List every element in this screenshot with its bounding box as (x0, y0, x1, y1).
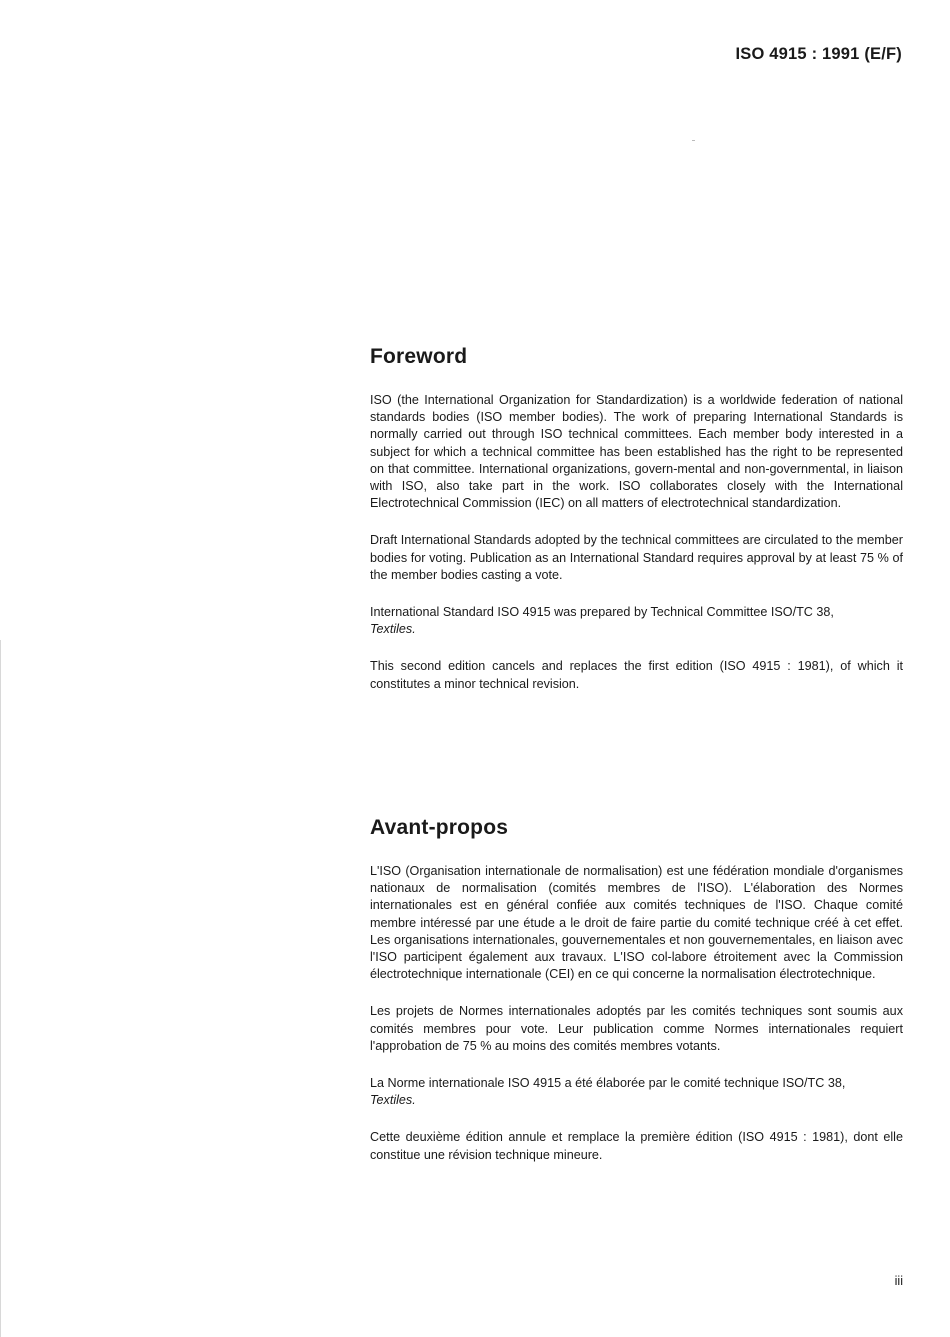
avant-propos-prepared-by (370, 1075, 903, 1109)
foreword-committee-name: Textiles. (370, 622, 416, 637)
avant-propos-prepared-by-text: La Norme internationale ISO 4915 a été élaborée par le comité technique ISO/TC 38, (370, 1076, 846, 1091)
avant-propos-section (370, 816, 903, 1184)
foreword-prepared-by (370, 604, 903, 638)
foreword-paragraph-1: ISO (the International Organization for Standardization) is a worldwide federation of national standards bodies (ISO member bodies). The work of preparing International Standards is normally carried out through ISO technical committees. Each member body interested in a subject for which a technical committee has been established has the right to be represented on that committee. International organizations, govern-mental and non-governmental, in liaison with ISO, also take part in the work. ISO collaborates closely with the International Electrotechnical Commission (IEC) on all matters of electrotechnical standardization. (370, 393, 903, 511)
scan-edge-line (0, 640, 1, 1337)
avant-propos-edition-note: Cette deuxième édition annule et remplace la première édition (ISO 4915 : 1981), dont elle constitue une révision technique mineure. (370, 1130, 903, 1162)
avant-propos-paragraph-2: Les projets de Normes internationales adoptés par les comités techniques sont soumis aux comités membres pour vote. Leur publication comme Normes internationales requiert l'approbation de 75 % au moins des comités membres votants. (370, 1004, 903, 1053)
foreword-prepared-by-text: International Standard ISO 4915 was prepared by Technical Committee ISO/TC 38, (370, 605, 834, 620)
avant-propos-committee-name: Textiles. (370, 1093, 416, 1108)
foreword-section (370, 345, 903, 713)
page-number: iii (894, 1274, 903, 1288)
foreword-title: Foreword (370, 345, 468, 368)
avant-propos-title: Avant-propos (370, 816, 509, 839)
avant-propos-paragraph-1: L'ISO (Organisation internationale de normalisation) est une fédération mondiale d'organismes nationaux de normalisation (comités membres de l'ISO). L'élaboration des Normes internationales est en général confiée aux comités techniques de l'ISO. Chaque comité membre intéressé par une étude a le droit de faire partie du comité technique créé à cet effet. Les organisations internationales, gouvernementales et non gouvernementales, en liaison avec l'ISO participent également aux travaux. L'ISO col-labore étroitement avec la Commission électrotechnique internationale (CEI) en ce qui concerne la normalisation électrotechnique. (370, 864, 903, 982)
foreword-paragraph-2: Draft International Standards adopted by the technical committees are circulated to the member bodies for voting. Publication as an International Standard requires approval by at least 75 % of the member bodies casting a vote. (370, 533, 903, 582)
foreword-edition-note: This second edition cancels and replaces the first edition (ISO 4915 : 1981), of which it constitutes a minor technical revision. (370, 659, 903, 691)
scan-speck (692, 140, 695, 141)
document-reference: ISO 4915 : 1991 (E/F) (735, 45, 902, 63)
